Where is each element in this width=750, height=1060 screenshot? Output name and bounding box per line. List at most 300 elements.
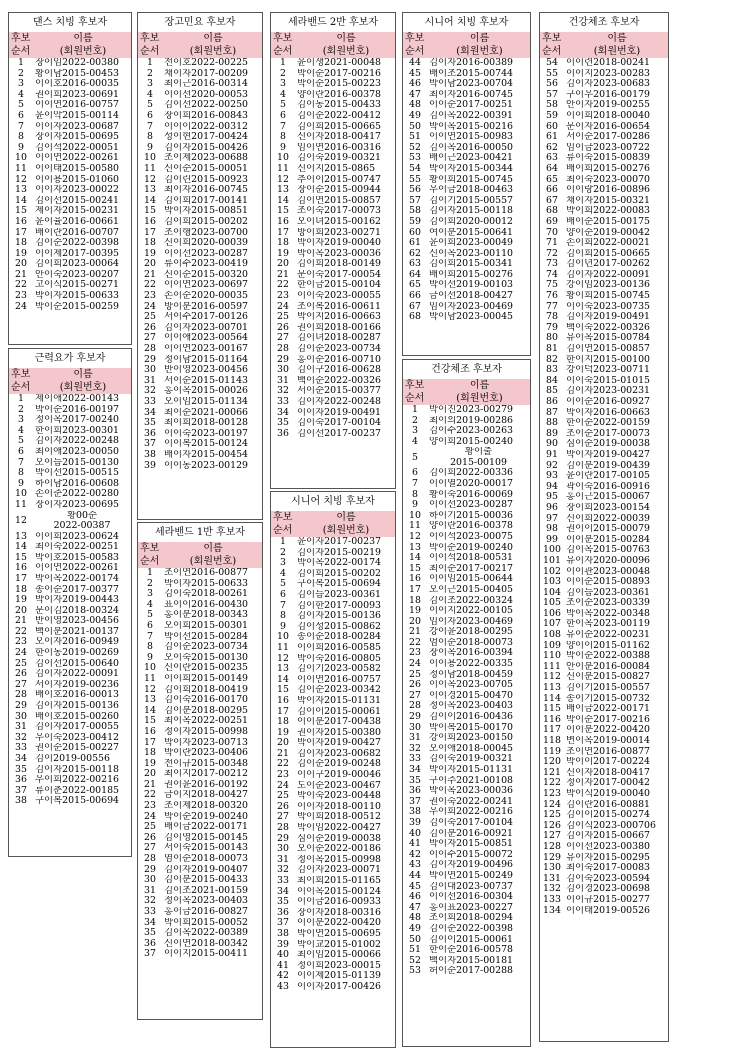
member-entry: 이이경2015-00470 <box>429 690 514 701</box>
member-entry: 김이늠2023-00361 <box>566 587 651 598</box>
table-row <box>403 913 530 924</box>
row-number: 7 <box>412 478 418 489</box>
member-entry: 우이숙2023-00412 <box>35 732 120 743</box>
table-row <box>138 376 262 387</box>
table-row <box>540 355 668 366</box>
row-number: 6 <box>18 110 24 121</box>
member-entry: 양이이2015-01162 <box>566 640 651 651</box>
table-row <box>9 712 131 723</box>
member-entry: 조이희2018-00294 <box>429 913 514 924</box>
table-row <box>271 249 395 260</box>
member-entry: 박이순2019-00240 <box>429 542 514 553</box>
row-number: 59 <box>546 110 558 121</box>
member-entry: 추이이2015-00747 <box>297 174 382 185</box>
member-entry: 이이희2018-00040 <box>566 110 651 121</box>
member-entry: 박이자2019-00427 <box>566 449 651 460</box>
member-entry: 이이복2015-00124 <box>164 439 249 450</box>
member-entry: 박이임2022-00427 <box>297 823 382 834</box>
table-row <box>540 545 668 556</box>
member-entry: 최이임2015-00066 <box>297 950 382 961</box>
member-entry: 여이분2015-00641 <box>429 227 514 238</box>
table-row <box>9 574 131 585</box>
table-row <box>271 940 395 951</box>
table-row <box>403 956 530 967</box>
table-row <box>9 637 131 648</box>
row-number: 38 <box>277 928 289 939</box>
table-row <box>540 556 668 567</box>
table-row <box>403 249 530 260</box>
member-entry: 조이제2018-00320 <box>164 801 249 812</box>
member-entry: 박이옥2023-00036 <box>297 248 382 259</box>
table-row <box>9 532 131 543</box>
table-row <box>403 691 530 702</box>
table-row <box>540 598 668 609</box>
table-row <box>403 111 530 122</box>
table-row <box>138 600 262 611</box>
row-number: 18 <box>144 748 156 759</box>
row-number: 67 <box>546 195 558 206</box>
member-entry: 서이순2015-01143 <box>164 375 249 386</box>
table-header <box>403 32 530 58</box>
member-entry: 문이숙2017-00054 <box>297 269 382 280</box>
member-entry: 조이행2023-00700 <box>164 227 249 238</box>
member-entry: 김이년2017-00262 <box>566 259 651 270</box>
member-entry: 권이자2015-00380 <box>297 727 382 738</box>
row-number: 93 <box>546 471 558 482</box>
row-number: 29 <box>144 864 156 875</box>
table-row <box>271 897 395 908</box>
table-row <box>9 280 131 291</box>
table-row <box>540 800 668 811</box>
row-number: 64 <box>546 163 558 174</box>
member-entry: 김이희2018-00419 <box>164 684 249 695</box>
table-row <box>138 886 262 897</box>
table-row <box>403 164 530 175</box>
table-row <box>540 333 668 344</box>
header-order: 순서 <box>405 46 425 57</box>
member-entry: 최이자2016-00745 <box>429 89 514 100</box>
row-number: 12 <box>409 531 421 542</box>
row-number: 39 <box>144 460 156 471</box>
member-entry: 서이숙2015-00143 <box>164 843 249 854</box>
table-row <box>271 217 395 228</box>
table-row <box>403 196 530 207</box>
row-number: 1 <box>280 537 286 547</box>
row-number: 32 <box>144 896 156 907</box>
member-entry: 김이경2023-00698 <box>566 884 651 895</box>
member-entry: 류이춘2022-00185 <box>35 785 120 796</box>
table-row <box>540 884 668 895</box>
row-number: 130 <box>543 863 561 874</box>
row-number: 16 <box>144 726 156 737</box>
member-entry: 송이순2018-00284 <box>297 632 382 643</box>
row-number: 48 <box>409 100 421 111</box>
member-entry: 김이옥2022-00389 <box>164 928 249 939</box>
member-entry: 조이순2017-00073 <box>566 428 651 439</box>
table-row <box>138 58 262 69</box>
member-entry: 이이자2017-00426 <box>297 981 382 992</box>
member-entry: 박이복2015-00170 <box>429 722 514 733</box>
header-candidate: 후보 <box>542 33 562 44</box>
table-row <box>138 164 262 175</box>
table-row <box>403 754 530 765</box>
member-entry: 장이자2018-00316 <box>297 907 382 918</box>
row-number: 24 <box>144 811 156 822</box>
member-entry: 우이희2022-00216 <box>429 807 514 818</box>
member-entry: 정이옥2023-00403 <box>429 701 514 712</box>
table-row <box>271 238 395 249</box>
member-entry: 백이분2021-00137 <box>35 626 120 637</box>
table-row <box>271 408 395 419</box>
table-row <box>138 355 262 366</box>
table-row <box>540 715 668 726</box>
table-row <box>271 397 395 408</box>
table-row <box>403 786 530 797</box>
table-title: 건강체조 후보자 <box>431 364 502 375</box>
member-entry: 김이자2023-00683 <box>566 79 651 90</box>
member-entry: 유이자2015-00295 <box>566 852 651 863</box>
member-entry: 이이태2015-00580 <box>35 163 120 174</box>
table-row <box>138 302 262 313</box>
row-number: 6 <box>280 110 286 121</box>
member-entry: 박이희2015-00052 <box>164 917 249 928</box>
table-row <box>9 58 131 69</box>
member-entry: 김이이2015-00061 <box>297 706 382 717</box>
member-entry: 최이순2017-00217 <box>429 563 514 574</box>
row-number: 43 <box>409 860 421 871</box>
table-row <box>9 690 131 701</box>
member-entry: 김이자2015-00136 <box>297 611 382 622</box>
table-row <box>271 323 395 334</box>
row-number: 14 <box>277 674 289 685</box>
member-entry: 박이자2015-01131 <box>297 695 382 706</box>
table-row <box>138 865 262 876</box>
row-number: 61 <box>546 132 558 143</box>
table-row <box>138 790 262 801</box>
row-number: 14 <box>144 195 156 206</box>
table-row <box>9 627 131 638</box>
member-entry: 신이자2018-00417 <box>566 767 651 778</box>
member-entry: 황이숙2016-00069 <box>429 489 514 500</box>
table-row <box>9 291 131 302</box>
table-row <box>540 79 668 90</box>
member-entry: 김이분2016-00921 <box>429 828 514 839</box>
member-entry: 박이선2015-00515 <box>35 468 120 479</box>
row-number: 26 <box>144 832 156 843</box>
table-row <box>9 606 131 617</box>
member-entry: 박이희2018-00512 <box>297 812 382 823</box>
row-number: 7 <box>18 457 24 468</box>
member-entry: 김이분2019-00439 <box>566 460 651 471</box>
row-number: 11 <box>15 499 27 510</box>
member-entry: 배이금2022-00171 <box>164 822 249 833</box>
table-row <box>138 397 262 408</box>
header-name: 이름 <box>73 33 93 44</box>
table-row <box>271 865 395 876</box>
member-entry: 김이자2023-00701 <box>164 322 249 333</box>
table-row <box>403 733 530 744</box>
row-number: 17 <box>277 227 289 238</box>
member-entry: 장이옥2016-00394 <box>429 648 514 659</box>
table-row <box>540 619 668 630</box>
row-number: 33 <box>144 907 156 917</box>
member-entry: 안이숙2023-00207 <box>35 269 120 280</box>
member-entry: 신이분2015-00827 <box>566 672 651 683</box>
row-number: 89 <box>546 428 558 439</box>
header-member-id: (회원번호) <box>59 382 107 393</box>
member-entry: 신이희2020-00039 <box>164 238 249 249</box>
table-row <box>271 707 395 718</box>
row-number: 37 <box>277 918 289 929</box>
row-number: 56 <box>546 79 558 90</box>
table-row <box>403 945 530 956</box>
row-number: 73 <box>546 259 558 270</box>
row-number: 27 <box>15 679 27 690</box>
row-number: 28 <box>144 854 156 865</box>
row-number: 86 <box>546 397 558 407</box>
row-number: 21 <box>277 748 289 759</box>
table-row <box>9 196 131 207</box>
row-number: 36 <box>144 428 156 439</box>
row-number: 25 <box>277 312 289 323</box>
row-number: 26 <box>409 680 421 691</box>
member-entry: 구이복2015-00694 <box>297 579 382 590</box>
member-entry: 신이옥2023-00110 <box>429 248 514 259</box>
row-number: 51 <box>409 132 421 143</box>
member-entry: 임이금2023-00722 <box>566 142 651 153</box>
row-number: 41 <box>409 839 421 850</box>
member-entry: 손이준2022-00280 <box>35 489 120 500</box>
member-entry: 이이연2022-00261 <box>35 563 120 574</box>
row-number: 5 <box>147 100 153 111</box>
table-row <box>271 982 395 993</box>
table-theraband-2 <box>270 12 396 489</box>
table-row <box>138 344 262 355</box>
member-entry: 윤이악2015-00114 <box>35 110 120 121</box>
row-number: 2 <box>412 415 418 426</box>
table-row <box>138 928 262 939</box>
row-number: 44 <box>409 58 421 68</box>
row-number: 58 <box>409 206 421 217</box>
table-row <box>403 426 530 437</box>
member-entry: 김이숙2019-00321 <box>297 153 382 164</box>
table-row <box>540 471 668 482</box>
table-row <box>138 939 262 950</box>
table-row <box>138 907 262 918</box>
row-number: 124 <box>543 799 561 810</box>
row-number: 15 <box>144 206 156 217</box>
member-entry: 최이숙2017-00083 <box>566 863 651 874</box>
member-entry: 최이숙2023-00070 <box>566 174 651 185</box>
member-entry: 박이숙2016-00805 <box>297 653 382 664</box>
member-entry: 조이복2016-00611 <box>297 301 382 312</box>
header-candidate: 후보 <box>273 512 293 523</box>
row-number: 10 <box>277 632 289 643</box>
member-entry: 박이순2015-00223 <box>297 79 382 90</box>
member-entry: 이이임2015-00644 <box>429 574 514 585</box>
member-entry: 황이희2015-00745 <box>429 174 514 185</box>
table-row <box>271 429 395 440</box>
row-number: 14 <box>277 195 289 206</box>
table-row <box>138 589 262 600</box>
table-row <box>403 185 530 196</box>
table-row <box>138 685 262 696</box>
row-number: 13 <box>15 531 27 542</box>
member-entry: 김이숙2017-00104 <box>297 418 382 429</box>
row-number: 28 <box>277 344 289 355</box>
row-number: 33 <box>277 397 289 407</box>
row-number: 107 <box>543 619 561 630</box>
table-row <box>138 695 262 706</box>
member-entry: 임이연2016-00316 <box>297 142 382 153</box>
member-entry: 김이기2015-00557 <box>566 683 651 694</box>
row-number: 35 <box>277 897 289 908</box>
table-row <box>271 685 395 696</box>
table-row <box>403 280 530 291</box>
table-row <box>9 90 131 101</box>
header-member-id: (회원번호) <box>322 525 370 536</box>
table-row <box>271 365 395 376</box>
table-title: 세라밴드 1반 후보자 <box>155 527 245 538</box>
table-row <box>9 743 131 754</box>
row-number: 13 <box>15 185 27 196</box>
row-number: 97 <box>546 513 558 524</box>
table-row <box>540 757 668 768</box>
table-row <box>9 458 131 469</box>
table-row <box>138 111 262 122</box>
row-number: 36 <box>144 938 156 949</box>
member-entry: 김이자2015-00136 <box>35 701 120 712</box>
member-entry: 김이희2015-00665 <box>566 248 651 259</box>
member-entry: 이이선2016-00304 <box>429 892 514 903</box>
table-row <box>138 270 262 281</box>
table-row <box>271 418 395 429</box>
row-number: 8 <box>147 642 153 653</box>
row-number: 9 <box>280 142 286 153</box>
member-entry: 양이희2015-00240 <box>429 436 514 447</box>
row-number: 6 <box>18 446 24 457</box>
row-number: 60 <box>546 121 558 132</box>
table-row <box>9 436 131 447</box>
row-number: 28 <box>409 701 421 712</box>
row-number: 17 <box>15 573 27 584</box>
row-number: 132 <box>543 884 561 895</box>
table-row <box>9 111 131 122</box>
member-entry: 김이자2019-00491 <box>566 312 651 323</box>
table-row <box>138 833 262 844</box>
table-row <box>9 426 131 437</box>
row-number: 21 <box>15 269 27 280</box>
row-number: 106 <box>543 608 561 619</box>
member-entry: 이이연2016-00757 <box>35 100 120 111</box>
table-title: 시니어 치빙 후보자 <box>291 496 375 507</box>
member-entry: 박이자2019-00443 <box>35 595 120 606</box>
member-entry: 변이옥2019-00014 <box>566 736 651 746</box>
member-entry: 이이호2016-00035 <box>35 79 120 90</box>
member-entry: 최이숙2022-00251 <box>35 542 120 553</box>
row-number: 25 <box>15 658 27 669</box>
member-entry: 박이선2015-00284 <box>164 631 249 642</box>
row-number: 14 <box>409 553 421 564</box>
member-entry: 박이자2019-00427 <box>297 738 382 749</box>
table-row <box>271 228 395 239</box>
member-entry: 이이석2018-00531 <box>429 553 514 564</box>
row-number: 21 <box>409 627 421 638</box>
member-entry: 김이자2019-00407 <box>164 864 249 875</box>
table-row <box>138 727 262 738</box>
member-entry: 한이지2015-00100 <box>566 354 651 365</box>
row-number: 18 <box>277 238 289 249</box>
row-number: 40 <box>277 950 289 961</box>
row-number: 18 <box>409 595 421 606</box>
member-entry: 김이녀2018-00287 <box>297 333 382 344</box>
member-entry: 강이덕2023-00711 <box>566 365 651 376</box>
row-number: 5 <box>280 100 286 111</box>
member-entry: 김이숙2016-00170 <box>164 695 249 706</box>
member-entry: 김이희2015-00341 <box>429 259 514 270</box>
member-entry: 이이순2017-00251 <box>429 100 514 111</box>
table-row <box>403 500 530 511</box>
table-header <box>138 542 262 568</box>
row-number: 4 <box>147 89 153 100</box>
row-number: 17 <box>144 227 156 238</box>
row-number: 3 <box>18 79 24 90</box>
member-entry: 배이조2015-00744 <box>429 68 514 79</box>
member-entry: 박이자2016-00663 <box>566 407 651 418</box>
table-row <box>271 175 395 186</box>
row-number: 128 <box>543 841 561 852</box>
table-row <box>403 839 530 850</box>
member-entry: 최이근2016-00314 <box>164 79 249 90</box>
member-entry: 이이구2019-00046 <box>297 770 382 781</box>
row-number: 21 <box>144 269 156 280</box>
table-row <box>540 747 668 758</box>
row-number: 66 <box>409 291 421 302</box>
row-number: 20 <box>277 738 289 749</box>
row-number: 15 <box>409 563 421 574</box>
row-number: 46 <box>409 892 421 903</box>
table-row <box>403 143 530 154</box>
header-name: 이름 <box>203 543 223 554</box>
member-entry: 제이자2015-00231 <box>35 206 120 217</box>
header-name: 이름 <box>203 33 223 44</box>
member-entry: 하이남2016-00608 <box>35 478 120 489</box>
member-entry: 배이근2023-00421 <box>429 153 514 164</box>
member-entry: 이이희2015-00149 <box>164 673 249 684</box>
row-number: 46 <box>409 79 421 90</box>
member-entry: 정이옥2023-00403 <box>164 896 249 907</box>
member-entry: 배이희2015-00276 <box>429 269 514 280</box>
member-entry: 류이수2023-00419 <box>164 259 249 270</box>
table-row <box>138 69 262 80</box>
row-number: 113 <box>543 683 561 694</box>
row-number: 4 <box>412 436 418 447</box>
row-number: 11 <box>409 521 421 532</box>
row-number: 95 <box>546 492 558 503</box>
table-row <box>540 863 668 874</box>
row-number: 1 <box>412 405 418 415</box>
header-name: 이름 <box>469 380 490 391</box>
table-row <box>138 918 262 929</box>
table-row <box>9 489 131 500</box>
row-number: 50 <box>409 121 421 132</box>
row-number: 11 <box>277 642 289 653</box>
member-entry: 권이희2018-00166 <box>297 322 382 333</box>
member-entry: 김이영2015-00145 <box>164 832 249 843</box>
table-header <box>271 511 395 537</box>
row-number: 75 <box>546 280 558 291</box>
table-row <box>9 122 131 133</box>
